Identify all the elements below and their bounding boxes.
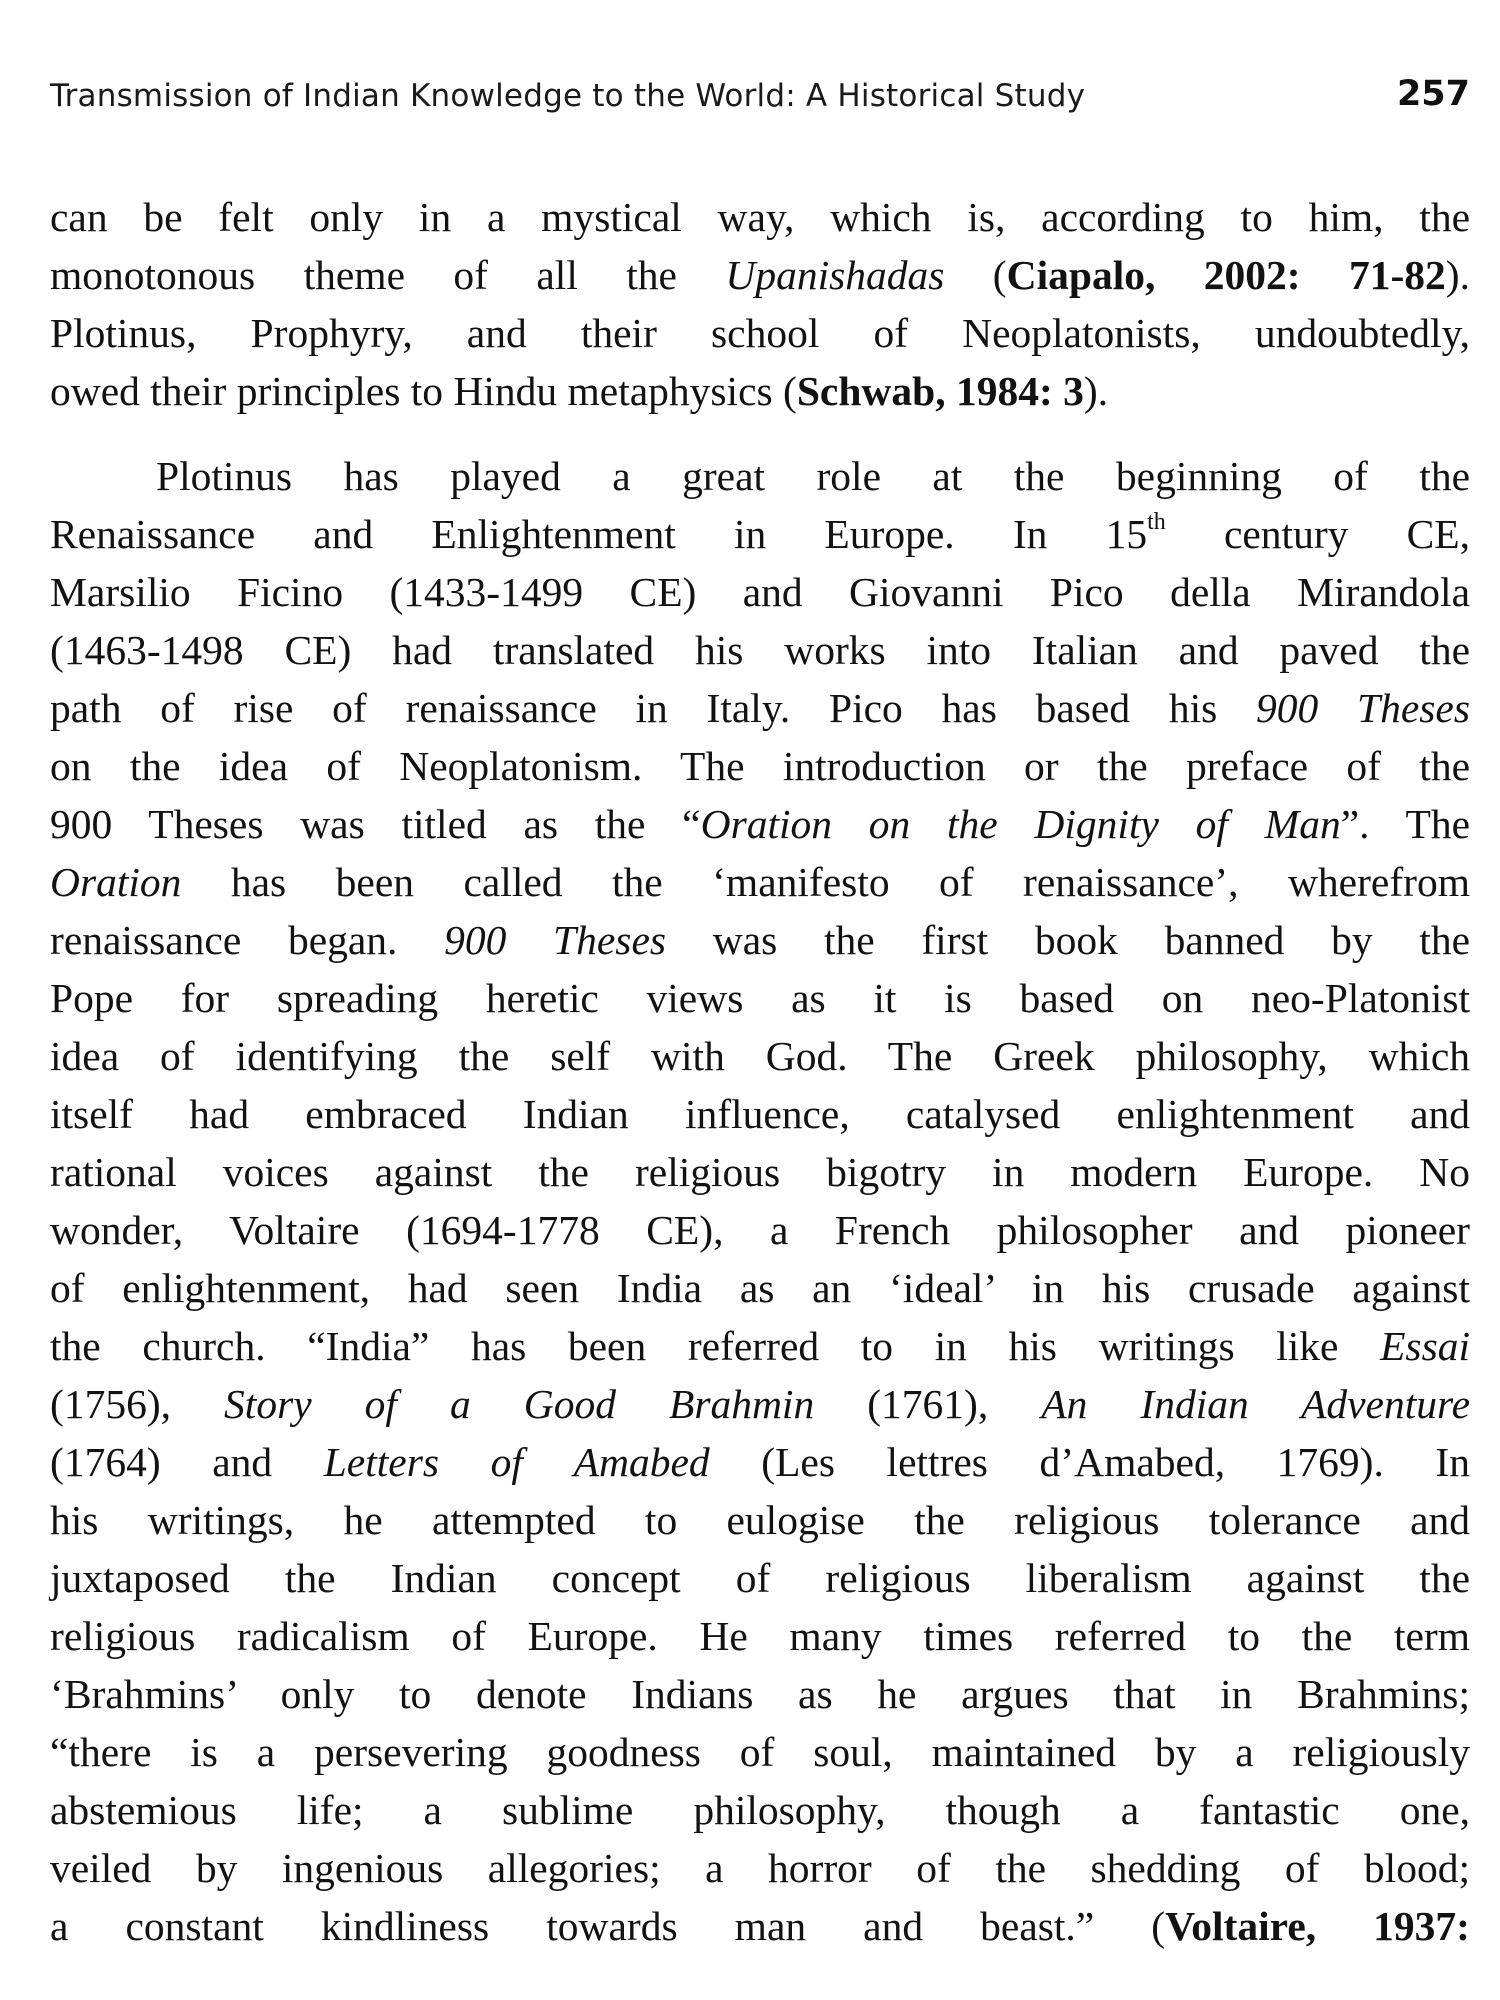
book-title-italic: An Indian Adventure — [1041, 1381, 1471, 1427]
citation: Voltaire, 1937: — [1165, 1903, 1470, 1949]
text-line: abstemious life; a sublime philosophy, though a fantastic one, — [50, 1787, 1470, 1833]
text-line: his writings, he attempted to eulogise the religious tolerance and — [50, 1497, 1470, 1543]
text-line: monotonous theme of all the Upanishadas (Ciapalo, 2002: 71-82). — [50, 252, 1470, 298]
text-line: Oration has been called the ‘manifesto of renaissance’, wherefrom — [50, 859, 1470, 905]
book-title-italic: Story of a Good Brahmin — [224, 1381, 815, 1427]
book-title-italic: 900 Theses — [444, 917, 667, 963]
text-line: 900 Theses was titled as the “Oration on the Dignity of Man”. The — [50, 801, 1470, 847]
book-title-italic: Essai — [1380, 1323, 1470, 1369]
book-title-italic: Upanishadas — [725, 252, 945, 298]
citation: Ciapalo, 2002: 71-82 — [1006, 252, 1446, 298]
text-line: itself had embraced Indian influence, catalysed enlightenment and — [50, 1091, 1470, 1137]
text-line: “there is a persevering goodness of soul, maintained by a religiously — [50, 1729, 1470, 1775]
text-line: religious radicalism of Europe. He many times referred to the term — [50, 1613, 1470, 1659]
ordinal-superscript: th — [1147, 509, 1166, 536]
text-line: owed their principles to Hindu metaphysics (Schwab, 1984: 3). — [50, 368, 1109, 414]
text-line: Plotinus, Prophyry, and their school of Neoplatonists, undoubtedly, — [50, 310, 1470, 356]
text-line: veiled by ingenious allegories; a horror of the shedding of blood; — [50, 1845, 1470, 1891]
text-line: Pope for spreading heretic views as it is based on neo-Platonist — [50, 975, 1470, 1021]
text-line: Marsilio Ficino (1433-1499 CE) and Giovanni Pico della Mirandola — [50, 569, 1470, 615]
paragraph-1 — [50, 188, 1470, 420]
book-title-italic: 900 Theses — [1256, 685, 1470, 731]
text-line: of enlightenment, had seen India as an ‘ideal’ in his crusade against — [50, 1265, 1470, 1311]
text-line: can be felt only in a mystical way, which is, according to him, the — [50, 194, 1470, 240]
text-line: renaissance began. 900 Theses was the first book banned by the — [50, 917, 1470, 963]
text-line: rational voices against the religious bigotry in modern Europe. No — [50, 1149, 1470, 1195]
text-line: ‘Brahmins’ only to denote Indians as he argues that in Brahmins; — [50, 1671, 1470, 1717]
text-line: on the idea of Neoplatonism. The introduction or the preface of the — [50, 743, 1470, 789]
text-line: juxtaposed the Indian concept of religious liberalism against the — [50, 1555, 1470, 1601]
page-number: 257 — [1396, 74, 1470, 114]
text-line: Plotinus has played a great role at the beginning of the — [156, 453, 1470, 499]
text-line: wonder, Voltaire (1694-1778 CE), a French philosopher and pioneer — [50, 1207, 1470, 1253]
running-header — [50, 74, 1470, 128]
text-line: a constant kindliness towards man and beast.” (Voltaire, 1937: — [50, 1903, 1470, 1949]
paragraph-2 — [50, 447, 1470, 1955]
text-line: (1764) and Letters of Amabed (Les lettres d’Amabed, 1769). In — [50, 1439, 1470, 1485]
text-line: path of rise of renaissance in Italy. Pico has based his 900 Theses — [50, 685, 1470, 731]
text-line: the church. “India” has been referred to in his writings like Essai — [50, 1323, 1470, 1369]
body-text — [50, 188, 1470, 1955]
text-line: (1756), Story of a Good Brahmin (1761), An Indian Adventure — [50, 1381, 1471, 1427]
running-title: Transmission of Indian Knowledge to the World: A Historical Study — [50, 78, 1086, 114]
citation: Schwab, 1984: 3 — [796, 368, 1084, 414]
text-line: Renaissance and Enlightenment in Europe. In 15th century CE, — [50, 509, 1470, 557]
text-line: (1463-1498 CE) had translated his works into Italian and paved the — [50, 627, 1470, 673]
book-title-italic: Oration — [50, 859, 182, 905]
text-line: idea of identifying the self with God. The Greek philosophy, which — [50, 1033, 1470, 1079]
book-title-italic: Letters of Amabed — [323, 1439, 710, 1485]
book-title-italic: Oration on the Dignity of Man — [700, 801, 1341, 847]
